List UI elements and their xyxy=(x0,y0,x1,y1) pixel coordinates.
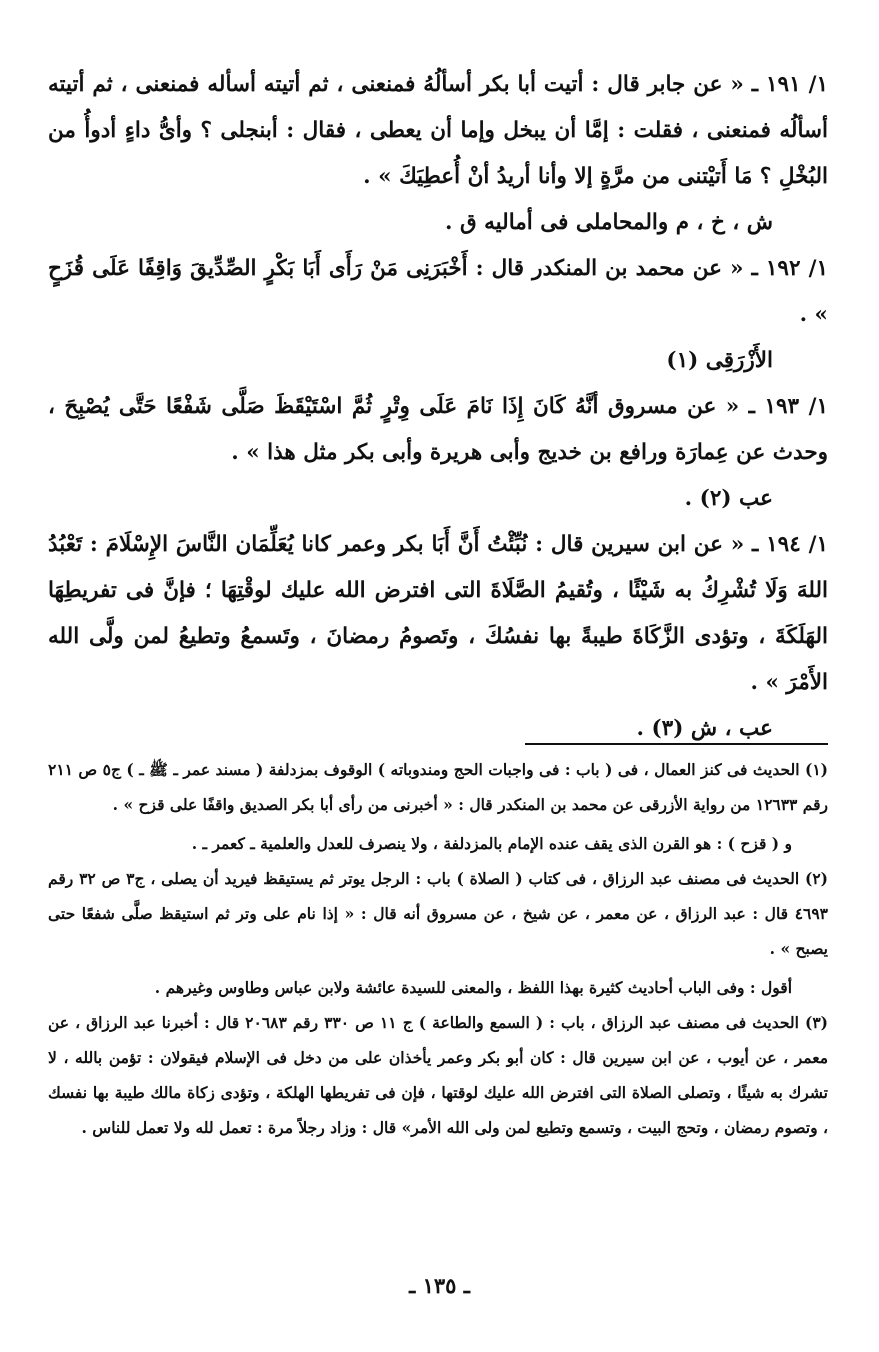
page-number: ـ ١٣٥ ـ xyxy=(409,1273,470,1298)
hadith-192: ١/ ١٩٢ ـ « عن محمد بن المنكدر قال : أَخْبَرَنِى مَنْ رَأَى أَبَا بَكْرٍ الصِّدِّيقَ وَاقِفًا عَلَى قُزَحٍ » . xyxy=(48,256,829,327)
source-194: عب ، ش (٣) . xyxy=(636,716,773,741)
footnote-3: (٣) الحديث فى مصنف عبد الرزاق ، باب : ( السمع والطاعة ) ج ١١ ص ٣٣٠ رقم ٢٠٦٨٣ قال : أخبرنا عبد الرزاق ، عن معمر ، عن أيوب ، عن ابن سيرين قال : كان أبو بكر وعمر يأخذان على من دخل فى الإسلام فيقولان : تؤمن بالله ، لا تشرك به شيئًا ، وتصلى الصلاة التى افترض الله عليك لوقتها ، فإن فى تفريطها الهلكة ، وتؤدى زكاة مالك طيبة بها نفسك ، وتصوم رمضان ، وتحج البيت ، وتسمع وتطيع لمن ولى الله الأمر» قال : وزاد رجلاً مرة : تعمل لله ولا تعمل للناس . xyxy=(48,1013,828,1137)
footnote-2: (٢) الحديث فى مصنف عبد الرزاق ، فى كتاب ( الصلاة ) باب : الرجل يوتر ثم يستيقظ فيريد أن يصلى ، ج٣ ص ٣٢ رقم ٤٦٩٣ قال : عبد الرزاق ، عن معمر ، عن شيخ ، عن مسروق أنه قال : « إذا نام على وتر ثم استيقظ صلَّى شفعًا حتى يصبح » . xyxy=(48,869,828,958)
footnote-1: (١) الحديث فى كنز العمال ، فى ( باب : فى واجبات الحج ومندوباته ) الوقوف بمزدلفة ( مسند عمر ـ ﷺ ـ ) ج٥ ص ٢١١ رقم ١٢٦٣٣ من رواية الأزرقى عن محمد بن المنكدر قال : « أخبرنى من رأى أبا بكر الصديق واقفًا على قزح » . xyxy=(48,760,828,814)
footnotes xyxy=(48,752,828,1145)
source-193: عب (٢) . xyxy=(684,486,773,511)
footnote-1-gloss: و ( قزح ) : هو القرن الذى يقف عنده الإمام بالمزدلفة ، ولا ينصرف للعدل والعلمية ـ كعمر ـ . xyxy=(191,834,792,853)
hadith-194: ١/ ١٩٤ ـ « عن ابن سيرين قال : نُبِّئْتُ أَنَّ أَبَا بكر وعمر كانا يُعَلِّمَان النَّاسَ الإِسْلَامَ : تَعْبُدُ اللهَ وَلَا تُشْرِكُ به شَيْئًا ، وتُقيمُ الصَّلَاةَ التى افترض الله عليك لوقْتِهَا ؛ فإنَّ فى تفريطِهَا الهَلَكَةَ ، وتؤدى الزَّكَاةَ طيبةً بها نفسُكَ ، وتَصومُ رمضانَ ، وتَسمعُ وتطيعُ لمن ولَّى الله الأَمْرَ » . xyxy=(48,532,828,695)
source-192: الأَزْرَقِى (١) xyxy=(666,348,773,373)
main-text xyxy=(48,62,828,752)
footnote-divider xyxy=(525,743,828,745)
footnote-2-comment: أقول : وفى الباب أحاديث كثيرة بهذا اللفظ ، والمعنى للسيدة عائشة ولابن عباس وطاوس وغيرهم . xyxy=(154,978,792,997)
source-191: ش ، خ ، م والمحاملى فى أماليه ق . xyxy=(445,210,773,235)
hadith-193: ١/ ١٩٣ ـ « عن مسروق أنَّهُ كَانَ إِذَا نَامَ عَلَى وِتْرٍ ثُمَّ اسْتَيْقَظَ صَلَّى شَفْعًا حَتَّى يُصْبِحَ ، وحدث عن عِمارَة ورافع بن خديج وأبى هريرة وأبى بكر مثل هذا » . xyxy=(48,394,828,465)
hadith-191: ١/ ١٩١ ـ « عن جابر قال : أتيت أبا بكر أسألُهُ فمنعنى ، ثم أتيته أسأله فمنعنى ، ثم أتيته أسألُه فمنعنى ، فقلت : إمَّا أن يبخل وإما أن يعطى ، فقال : أبنجلى ؟ وأىُّ داءٍ أدوأُ من البُخْلِ ؟ مَا أَتيْتنى من مرَّةٍ إلا وأنا أريدُ أنْ أُعطِيَكَ » . xyxy=(48,72,828,189)
